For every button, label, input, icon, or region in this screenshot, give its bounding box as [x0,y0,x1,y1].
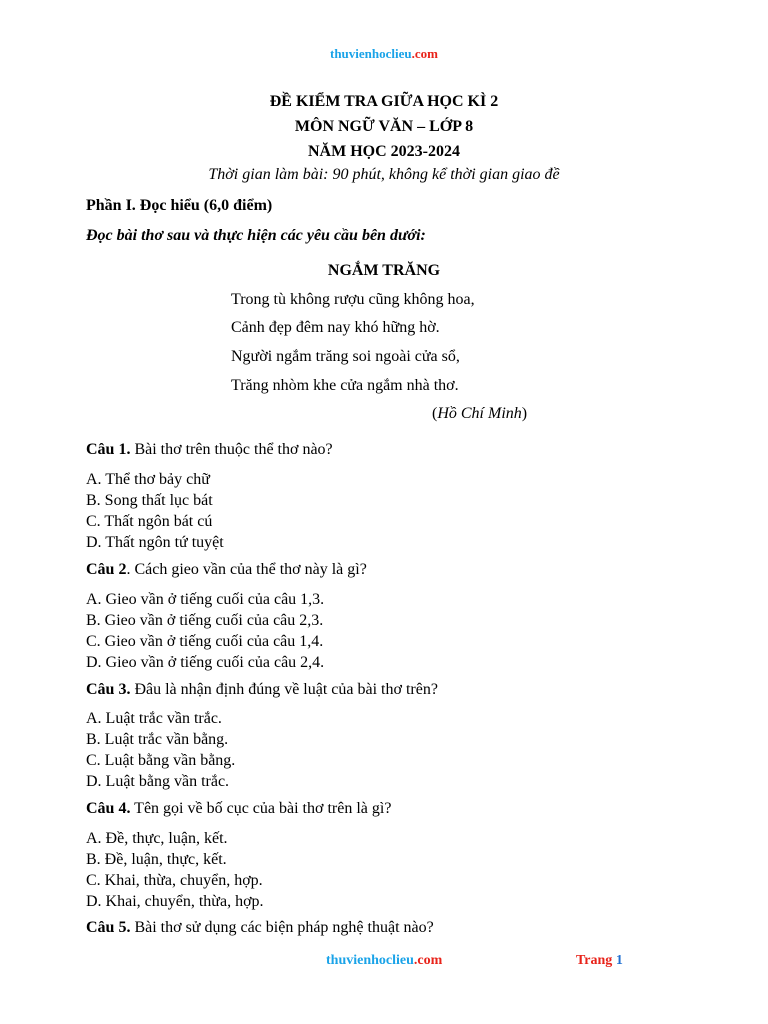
question-2-text: . Cách gieo vần của thể thơ này là gì? [126,561,367,578]
question-4-text: Tên gọi về bố cục của bài thơ trên là gì? [130,800,392,817]
question-2 [86,561,367,579]
question-5-text: Bài thơ sử dụng các biện pháp nghệ thuật nào? [130,919,434,936]
question-1 [86,441,333,459]
question-3-label: Câu 3. [86,681,131,698]
header-brand-domain: .com [411,46,438,61]
poem-author [432,405,527,423]
question-2-label: Câu 2 [86,561,127,578]
poem-author-close: ) [521,405,528,422]
question-4-option-a: A. Đề, thực, luận, kết. [86,830,228,847]
question-2-option-d: D. Gieo vần ở tiếng cuối của câu 2,4. [86,654,325,671]
question-4-option-d: D. Khai, chuyển, thừa, hợp. [86,893,264,910]
footer-brand-domain: .com [413,953,443,968]
section-heading: Phần I. Đọc hiểu (6,0 điểm) [86,197,273,214]
section-instruction: Đọc bài thơ sau và thực hiện các yêu cầu bên dưới: [86,227,426,244]
question-1-option-b: B. Song thất lục bát [86,492,213,509]
footer-page-number [576,953,623,969]
question-2-option-b: B. Gieo vần ở tiếng cuối của câu 2,3. [86,612,324,629]
question-1-option-c: C. Thất ngôn bát cú [86,513,213,530]
question-1-options [86,469,224,553]
exam-title-line1: ĐỀ KIỂM TRA GIỮA HỌC KÌ 2 [269,93,499,110]
question-1-option-d: D. Thất ngôn tứ tuyệt [86,534,224,551]
question-3-text: Đâu là nhận định đúng về luật của bài thơ trên? [130,681,438,698]
question-3 [86,681,438,699]
question-4-label: Câu 4. [86,800,131,817]
poem-line-1: Trong tù không rượu cũng không hoa, [231,291,475,308]
footer-page-label: Trang [576,953,616,968]
exam-title-line2: MÔN NGỮ VĂN – LỚP 8 [294,118,474,135]
question-4-options [86,828,264,912]
footer-brand-name: thuvienhoclieu [326,953,414,968]
question-4-option-b: B. Đề, luận, thực, kết. [86,851,227,868]
footer-brand [326,953,442,969]
question-3-option-d: D. Luật bằng vần trắc. [86,773,230,790]
poem-line-3: Người ngắm trăng soi ngoài cửa sổ, [231,348,460,365]
poem-title: NGẮM TRĂNG [327,262,441,279]
question-1-text: Bài thơ trên thuộc thể thơ nào? [130,441,333,458]
question-3-options [86,708,235,792]
question-2-option-a: A. Gieo vần ở tiếng cuối của câu 1,3. [86,591,325,608]
question-2-options [86,589,324,673]
question-3-option-b: B. Luật trắc vần bằng. [86,731,229,748]
exam-time-note: Thời gian làm bài: 90 phút, không kể thời gian giao đề [208,166,560,183]
poem-line-2: Cảnh đẹp đêm nay khó hững hờ. [231,319,440,336]
footer-page-value: 1 [615,953,623,968]
question-4-option-c: C. Khai, thừa, chuyển, hợp. [86,872,263,889]
question-5 [86,919,434,937]
exam-title-line3: NĂM HỌC 2023-2024 [308,143,460,160]
poem-author-name: Hồ Chí Minh [437,405,522,422]
question-5-label: Câu 5. [86,919,131,936]
header-brand [0,46,768,62]
poem-author-open: ( [432,405,438,422]
question-1-label: Câu 1. [86,441,131,458]
question-2-option-c: C. Gieo vần ở tiếng cuối của câu 1,4. [86,633,324,650]
question-1-option-a: A. Thể thơ bảy chữ [86,471,210,488]
question-3-option-c: C. Luật bằng vần bằng. [86,752,236,769]
question-3-option-a: A. Luật trắc vần trắc. [86,710,222,727]
poem-line-4: Trăng nhòm khe cửa ngắm nhà thơ. [231,377,459,394]
header-brand-name: thuvienhoclieu [330,46,412,61]
question-4 [86,800,391,818]
